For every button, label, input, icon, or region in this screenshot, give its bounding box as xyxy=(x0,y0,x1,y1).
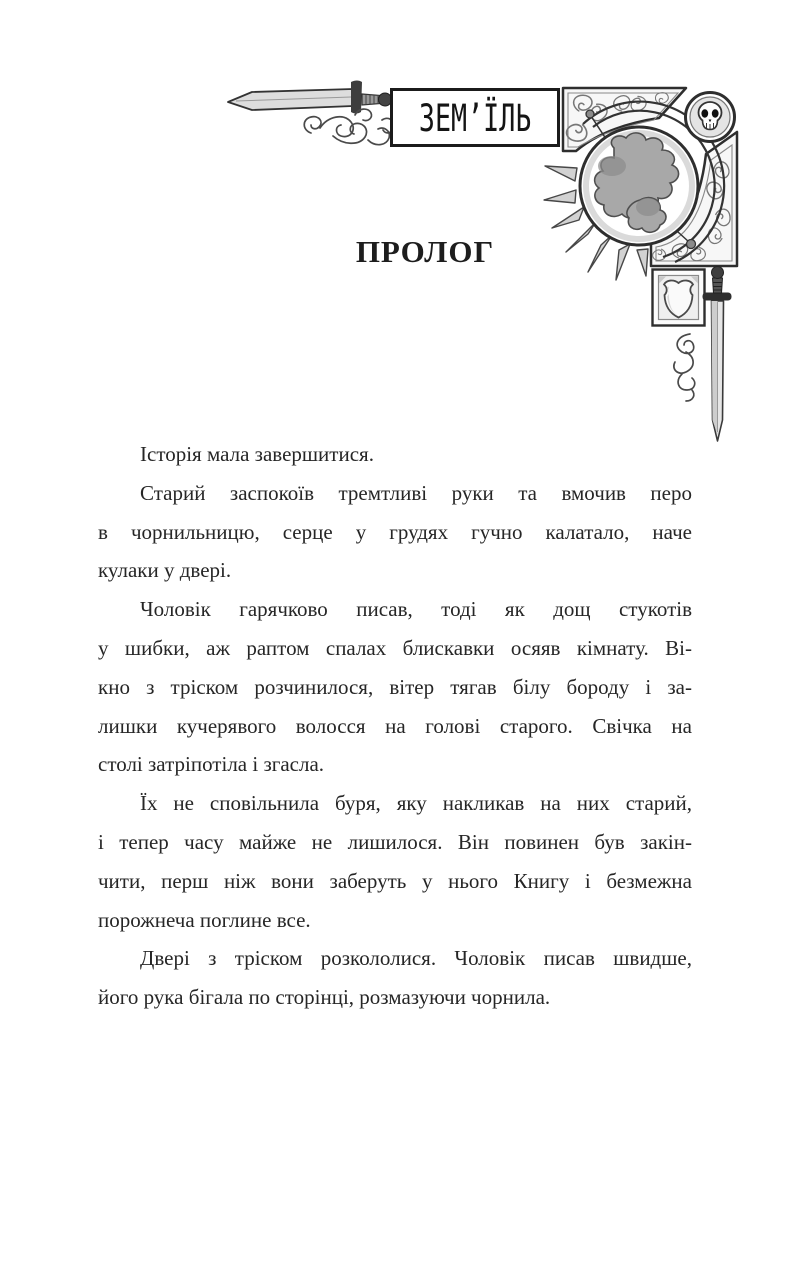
text-line: і тепер часу майже не лишилося. Він повинен був закін- xyxy=(98,829,692,854)
text-line: столі затріпотіла і згасла. xyxy=(98,752,325,777)
text-line: Двері з тріском розкололися. Чоловік писав швидше, xyxy=(140,946,692,971)
text-line: його рука бігала по сторінці, розмазуючи чорнила. xyxy=(98,985,551,1010)
text-line: кно з тріском розчинилося, вітер тягав білу бороду і за- xyxy=(98,674,692,699)
series-title: ЗЕМ’ЇЛЬ xyxy=(418,95,532,140)
shield-plaque-icon xyxy=(653,270,705,326)
header-illustration xyxy=(0,0,800,460)
text-line: чити, перш ніж вони заберуть у нього Книгу і безмежна xyxy=(98,868,692,893)
vertical-sword-icon xyxy=(703,267,732,442)
text-line: Старий заспокоїв тремтливі руки та вмочив перо xyxy=(140,480,692,505)
skull-medallion-icon xyxy=(686,93,735,142)
text-line: в чорнильницю, серце у грудях гучно калатало, наче xyxy=(98,519,692,544)
paragraph xyxy=(98,590,692,784)
text-line: Чоловік гарячково писав, тоді як дощ стукотів xyxy=(140,597,692,622)
text-line: кулаки у двері. xyxy=(98,558,232,583)
text-line: Їх не сповільнила буря, яку накликав на них старий, xyxy=(140,791,692,816)
horizontal-sword-icon xyxy=(228,81,394,114)
text-line: у шибки, аж раптом спалах блискавки осяяв кімнату. Ві- xyxy=(98,635,692,660)
paragraph xyxy=(98,939,692,1017)
paragraph xyxy=(98,474,692,590)
text-line: лишки кучерявого волосся на голові старого. Свічка на xyxy=(98,713,692,738)
paragraph xyxy=(98,435,692,474)
chapter-heading: ПРОЛОГ xyxy=(355,234,495,269)
left-flourish-icon xyxy=(304,109,394,145)
right-flourish-icon xyxy=(674,334,695,401)
text-line: Історія мала завершитися. xyxy=(140,442,374,466)
series-title-box xyxy=(390,88,560,147)
text-line: порожнеча поглине все. xyxy=(98,907,311,932)
paragraph xyxy=(98,784,692,939)
body-text xyxy=(98,435,692,1017)
